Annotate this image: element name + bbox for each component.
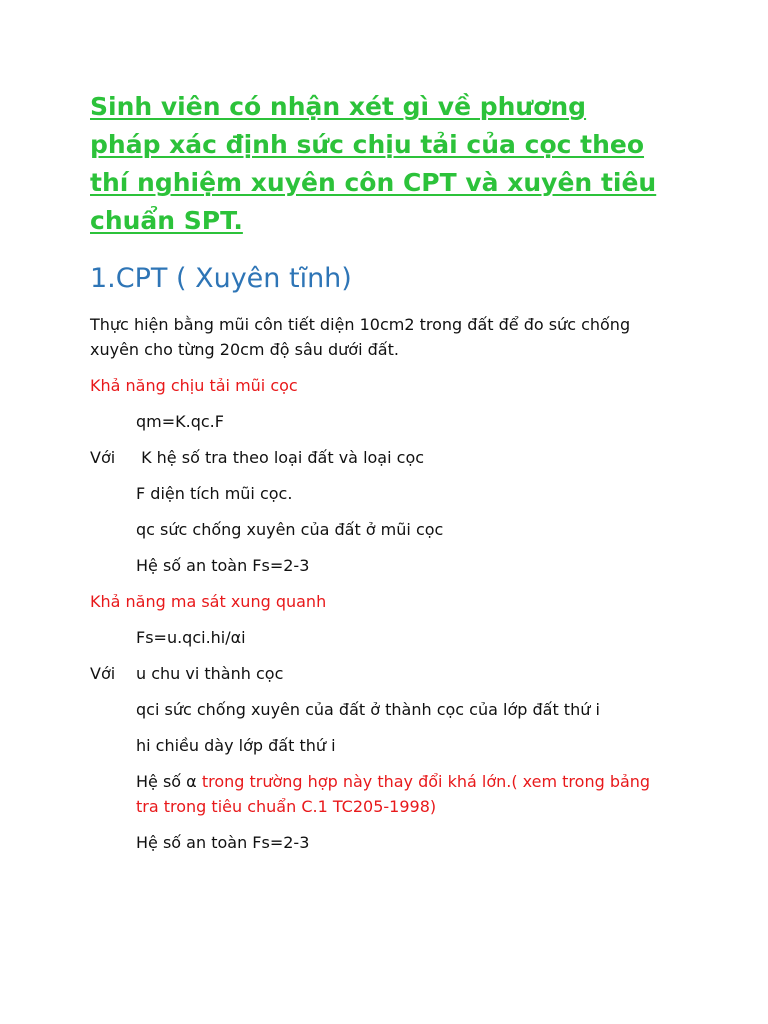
friction-safety-factor: [90, 830, 690, 855]
u-definition: [90, 661, 690, 686]
hi-description: hi chiều dày lớp đất thứ i: [136, 736, 336, 755]
safety-text: Hệ số an toàn Fs=2-3: [136, 556, 310, 575]
k-definition: [90, 445, 690, 470]
alpha-note: trong trường hợp này thay đổi khá lớn.( xem trong bảng tra trong tiêu chuẩn C.1 TC205-1998): [136, 772, 651, 816]
f-description: F diện tích mũi cọc.: [136, 484, 293, 503]
k-description: K hệ số tra theo loại đất và loại cọc: [136, 448, 425, 467]
u-description: u chu vi thành cọc: [136, 664, 284, 683]
with-label: Với: [90, 448, 116, 467]
tip-safety-factor: [90, 553, 690, 578]
friction-heading: Khả năng ma sát xung quanh: [90, 592, 327, 611]
alpha-definition: [90, 769, 656, 819]
alpha-prefix: Hệ số α: [136, 772, 202, 791]
hi-definition: [90, 733, 690, 758]
with-label: Với: [90, 664, 116, 683]
formula-text: Fs=u.qci.hi/αi: [136, 628, 246, 647]
document-title: Sinh viên có nhận xét gì về phương pháp xác định sức chịu tải của cọc theo thí nghiệm xuyên côn CPT và xuyên tiêu chuẩn SPT.: [90, 92, 657, 235]
formula-text: qm=K.qc.F: [136, 412, 224, 431]
qci-description: qci sức chống xuyên của đất ở thành cọc của lớp đất thứ i: [136, 700, 600, 719]
intro-paragraph: Thực hiện bằng mũi côn tiết diện 10cm2 trong đất để đo sức chống xuyên cho từng 20cm độ sâu dưới đất.: [90, 315, 631, 359]
document-page: [90, 88, 690, 855]
qc-definition: [90, 517, 690, 542]
f-definition: [90, 481, 690, 506]
tip-capacity-heading: Khả năng chịu tải mũi cọc: [90, 376, 298, 395]
section-heading: 1.CPT ( Xuyên tĩnh): [90, 263, 352, 294]
qci-definition: [90, 697, 690, 722]
safety-text: Hệ số an toàn Fs=2-3: [136, 833, 310, 852]
tip-capacity-formula: [90, 409, 690, 434]
qc-description: qc sức chống xuyên của đất ở mũi cọc: [136, 520, 444, 539]
friction-formula: [90, 625, 690, 650]
